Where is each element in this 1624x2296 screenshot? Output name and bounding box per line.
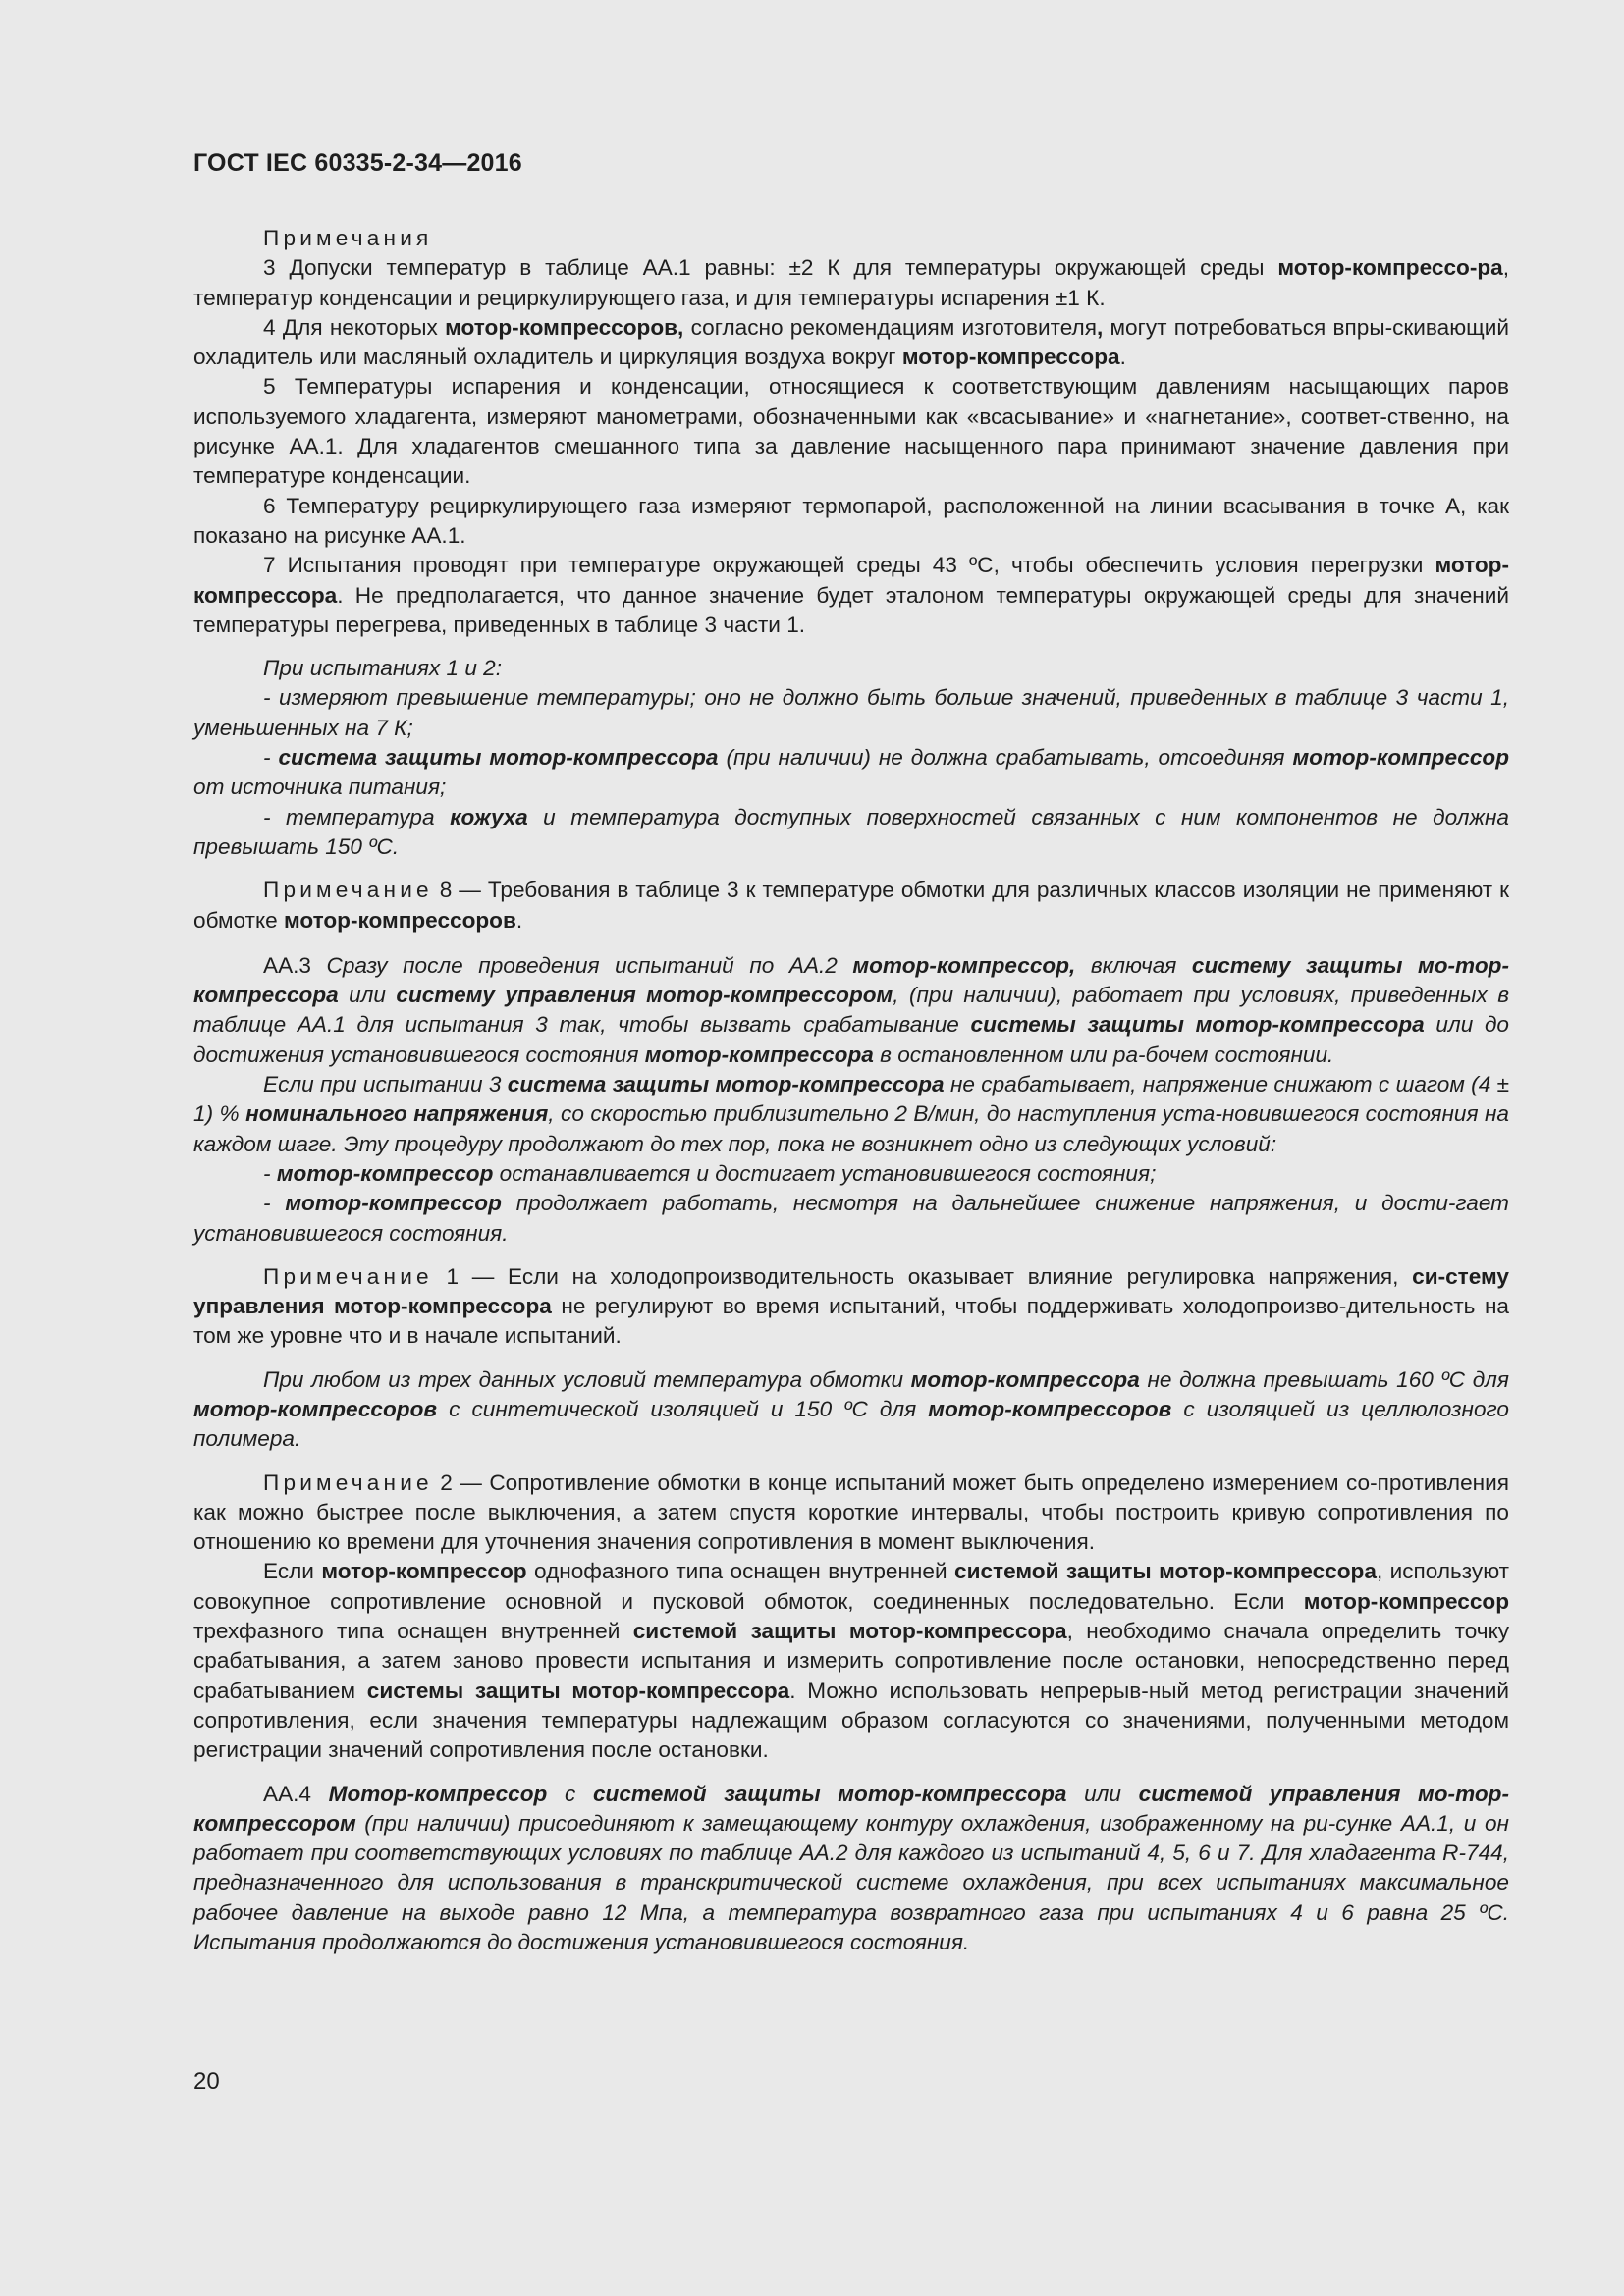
text-run: При испытаниях 1 и 2: [263,656,503,681]
note-2-continuation [193,1557,1509,1765]
text-run: , необходимо сначала определить точку срабатывания, а затем заново провести испытания и измерить сопротивление после остановки, непосредственно перед срабатыванием [193,1619,1510,1703]
text-run: , со скоростью приблизительно 2 В/мин, до наступления уста-новившегося состояния на каждом шаге. Эту процедуру продолжают до тех пор, пока не возникнет одно из следующих условий: [193,1101,1509,1156]
text-run: не срабатывает, напряжение снижают с шагом (4 ± 1) % [193,1072,1510,1127]
tests-1-2-item-2 [193,743,1509,803]
page-header-title: ГОСТ IEC 60335-2-34—2016 [193,149,522,177]
text-run: - [263,1160,277,1186]
text-run: . [1119,345,1126,370]
text-run: . [515,907,523,933]
term: мотор-компрессор, [852,952,1076,978]
note-4 [193,313,1509,373]
text-run: или [338,983,397,1008]
text-run: трехфазного типа оснащен внутренней [193,1619,633,1644]
term: мотор-компрессоров [283,907,516,933]
winding-temperature-limit [193,1365,1509,1455]
text-run: однофазного типа оснащен внутренней [526,1559,955,1584]
term: системы защиты мотор-компрессора [970,1012,1425,1038]
term: мотор-компрессор [285,1191,502,1216]
text-run: и температура доступных поверхностей связанных с ним компонентов не должна превышать 150 ºС. [193,804,1509,859]
text-run: включая [1075,952,1192,978]
text-run: с синтетической изоляцией и 150 ºС для [437,1396,929,1421]
term: система защиты мотор-компрессора [507,1072,945,1097]
term: мотор-компрессоров, [445,314,684,340]
term: системой управления мо-тор-компрессором [193,1781,1509,1836]
tests-1-2-intro [193,654,1509,683]
text-run: с изоляцией из целлюлозного полимера. [193,1396,1509,1452]
term: Мотор-компрессор [328,1781,548,1806]
text-run: , температур конденсации и рециркулирующего газа, и для температуры испарения ±1 К. [193,255,1509,310]
text-run: останавливается и достигает установившегося состояния; [493,1160,1157,1186]
term: мотор-компрессора [910,1366,1140,1392]
text-run: не регулируют во время испытаний, чтобы поддерживать холодопроизво-дительность на том же уровне что и в начале испытаний. [193,1294,1509,1349]
note-6: 6 Температуру рециркулирующего газа измеряют термопарой, расположенной на линии всасывания в точке А, как показано на рисунке АА.1. [193,493,1509,548]
note-label: Примечание [263,1469,433,1495]
note-label: Примечание [263,1263,433,1289]
text-run: , (при наличии), работает при условиях, приведенных в таблице АА.1 для испытания 3 так, чтобы вызвать срабатывание [193,983,1509,1038]
text-run: или до достижения установившегося состояния [193,1012,1510,1067]
text-run: Если при испытании 3 [263,1072,508,1097]
term: мотор-компрессор [276,1160,494,1186]
clause-aa4 [193,1780,1509,1958]
text-run: 3 Допуски температур в таблице АА.1 равны: ±2 К для температуры окружающей среды [263,255,1278,281]
notes-heading-text: Примечания [263,226,433,250]
text-run: 1 — Если на холодопроизводительность оказывает влияние регулировка напряжения, [432,1263,1413,1289]
text-run: 4 Для некоторых [263,314,446,340]
term: мотор-компрессор [321,1559,527,1584]
text-run: в остановленном или ра-бочем состоянии. [873,1041,1334,1067]
text-run: - [263,745,279,771]
tests-1-2-item-3 [193,803,1509,863]
term: мотор-компрессора [901,345,1120,370]
term: , [1096,314,1104,340]
term: системой защиты мотор-компрессора [632,1619,1067,1644]
term: система защиты мотор-компрессора [278,745,719,771]
text-run: , используют совокупное сопротивление основной и пусковой обмоток, соединенных последовательно. Если [193,1559,1510,1614]
term: номинального напряжения [245,1101,549,1127]
clause-aa3 [193,951,1509,1070]
term: кожуха [450,804,528,829]
text-run: При любом из трех данных условий температура обмотки [263,1366,911,1392]
text-run: от источника питания; [193,774,447,800]
text-run: не должна превышать 160 ºС для [1139,1366,1509,1392]
text-run: Сразу после проведения испытаний по АА.2 [326,952,853,978]
text-run: . Не предполагается, что данное значение будет эталоном температуры окружающей среды для значений температуры перегрева, приведенных в таблице 3 части 1. [193,582,1509,637]
term: мотор-компрессора [193,553,1509,608]
text-run: (при наличии) присоединяют к замещающему контуру охлаждения, изображенному на ри-сунке АА.1, и он работает при соответствующих условиях по таблице АА.2 для каждого из испытаний 4, 5, 6 и 7. Для хладагента R-744, предназначенного для использования в транскритической системе охлаждения, при всех испытаниях максимальное рабочее давление на выходе равно 12 Мпа, а температура возвратного газа при испытаниях 4 и 6 равна 25 ºС. Испытания продолжаются до достижения установившегося состояния. [193,1810,1509,1955]
term: мотор-компрессоров [928,1396,1172,1421]
text-run: Если [263,1559,322,1584]
clause-aa3-condition-1 [193,1159,1509,1189]
note-2 [193,1468,1509,1558]
text-run: или [1066,1781,1139,1806]
text-run: 2 — Сопротивление обмотки в конце испытаний может быть определено измерением со-противления как можно быстрее после выключения, а затем спустя короткие интервалы, чтобы построить кривую сопротивления по отношению ко времени для уточнения значения сопротивления в момент выключения. [193,1469,1509,1555]
text-run: . Можно использовать непрерыв-ный метод регистрации значений сопротивления, если значения температуры надлежащим образом согласуются со значениями, полученными методом регистрации значений сопротивления после остановки. [193,1678,1509,1763]
clause-number: АА.3 [263,952,327,978]
text-run: с [547,1781,593,1806]
term: мотор-компрессор [1292,745,1510,771]
text-run: 7 Испытания проводят при температуре окружающей среды 43 ºС, чтобы обеспечить условия перегрузки [263,553,1435,578]
text-run: могут потребоваться впры-скивающий охладитель или масляный охладитель и циркуляция воздуха вокруг [193,314,1509,370]
term: системой защиты мотор-компрессора [592,1781,1067,1806]
tests-1-2-item-1 [193,683,1509,743]
notes-heading [193,224,1509,253]
term: системой защиты мотор-компрессора [954,1559,1377,1584]
page-number: 20 [193,2068,220,2095]
term: си-стему управления мотор-компрессора [193,1263,1509,1319]
text-run: - измеряют превышение температуры; оно не должно быть больше значений, приведенных в таблице 3 части 1, уменьшенных на 7 К; [193,685,1509,740]
term: мотор-компрессора [644,1041,874,1067]
term: систему управления мотор-компрессором [396,983,893,1008]
note-3 [193,253,1509,313]
term: систему защиты мо-тор-компрессора [193,952,1509,1008]
page-body [193,224,1509,1957]
clause-number: АА.4 [263,1781,329,1806]
text-run: продолжает работать, несмотря на дальнейшее снижение напряжения, и дости-гает установившегося состояния. [193,1191,1509,1246]
text-run: согласно рекомендациям изготовителя [683,314,1097,340]
text-run: 8 — Требования в таблице 3 к температуре обмотки для различных классов изоляции не применяют к обмотке [193,878,1509,933]
text-run: - [263,1191,286,1216]
term: системы защиты мотор-компрессора [366,1678,790,1703]
note-7 [193,551,1509,640]
note-8 [193,876,1509,935]
clause-aa3-condition-2 [193,1189,1509,1249]
term: мотор-компрессор [1303,1588,1509,1614]
term: мотор-компрессо-ра [1277,255,1503,281]
text-run: - температура [263,804,451,829]
text-run: (при наличии) не должна срабатывать, отсоединяя [718,745,1293,771]
note-label: Примечание [263,878,433,903]
clause-aa3-voltage [193,1070,1509,1159]
note-5: 5 Температуры испарения и конденсации, относящиеся к соответствующим давлениям насыщающих паров используемого хладагента, измеряют манометрами, обозначенными как «всасывание» и «нагнетание», соответ-ственно, на рисунке АА.1. Для хладагентов смешанного типа за давление насыщенного пара принимают значение давления при температуре конденсации. [193,374,1509,489]
term: мотор-компрессоров [193,1396,438,1421]
note-1 [193,1262,1509,1352]
